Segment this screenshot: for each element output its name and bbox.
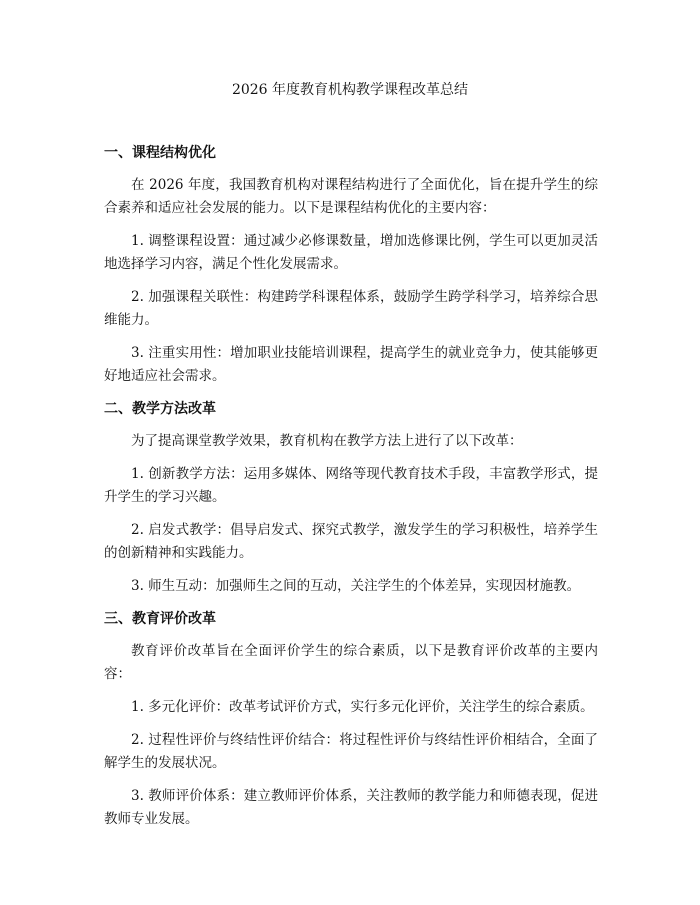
list-item: 3. 师生互动：加强师生之间的互动，关注学生的个体差异，实现因材施教。 [131, 578, 581, 594]
paragraph: 教育评价改革旨在全面评价学生的综合素质，以下是教育评价改革的主要内容： [104, 643, 598, 682]
list-item: 2. 过程性评价与终结性评价结合：将过程性评价与终结性评价相结合，全面了解学生的发展状况。 [104, 732, 598, 771]
section-heading: 二、教学方法改革 [104, 401, 216, 417]
list-item: 1. 创新教学方法：运用多媒体、网络等现代教育技术手段，丰富教学形式，提升学生的学习兴趣。 [104, 466, 598, 505]
section-teaching-methods [104, 398, 598, 598]
section-curriculum-structure [104, 142, 598, 388]
list-item: 2. 启发式教学：倡导启发式、探究式教学，激发学生的学习积极性，培养学生的创新精神和实践能力。 [104, 522, 598, 561]
document-body [104, 142, 598, 841]
paragraph: 为了提高课堂教学效果，教育机构在教学方法上进行了以下改革： [131, 433, 523, 449]
list-item: 1. 多元化评价：改革考试评价方式，实行多元化评价，关注学生的综合素质。 [131, 699, 594, 715]
paragraph: 在 2026 年度，我国教育机构对课程结构进行了全面优化，旨在提升学生的综合素养和适应社会发展的能力。以下是课程结构优化的主要内容： [104, 177, 598, 216]
list-item: 3. 教师评价体系：建立教师评价体系，关注教师的教学能力和师德表现，促进教师专业发展。 [104, 788, 598, 827]
list-item: 1. 调整课程设置：通过减少必修课数量，增加选修课比例，学生可以更加灵活地选择学习内容，满足个性化发展需求。 [104, 233, 598, 272]
document-title: 2026 年度教育机构教学课程改革总结 [231, 82, 469, 98]
section-heading: 一、课程结构优化 [104, 145, 216, 161]
section-heading: 三、教育评价改革 [104, 611, 216, 627]
list-item: 2. 加强课程关联性：构建跨学科课程体系，鼓励学生跨学科学习，培养综合思维能力。 [104, 289, 598, 328]
list-item: 3. 注重实用性：增加职业技能培训课程，提高学生的就业竞争力，使其能够更好地适应社会需求。 [104, 345, 598, 384]
section-education-evaluation [104, 608, 598, 831]
